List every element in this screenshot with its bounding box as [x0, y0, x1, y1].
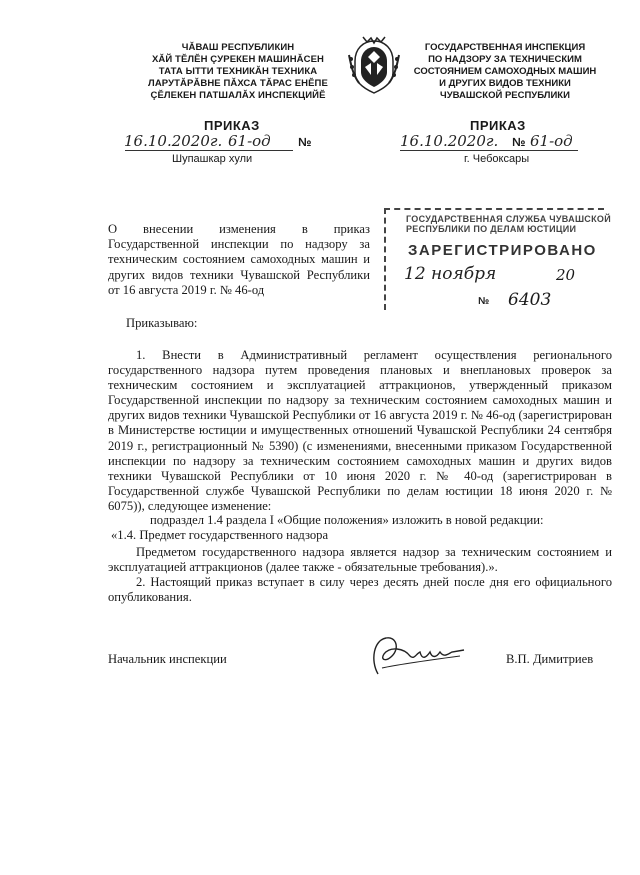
- header-left-line: ÇĔЛЕКЕН ПАТШАЛĂХ ИНСПЕКЦИЙĔ: [150, 90, 326, 101]
- paragraph-1: 1. Внести в Административный регламент осуществления регионального государственного надзора путем проведения плановых и внеплановых проверок за техническим состоянием и эксплуатацией аттракционов, утвержденный приказом Государственной инспекции по надзору за техническим состоянием самоходных машин и других видов техники Чувашской Республики от 16 августа 2019 г. № 46-од (зарегистрирован в Министерстве юстиции и имущественных отношений Чувашской Республики 24 сентября 2019 г., регистрационный № 5390) (с изменениями, внесенными приказом Государственной инспекции по надзору за техническим состоянием самоходных машин и других видов техники Чувашской Республики от 10 июня 2020 г. № 40-од (зарегистрирован в Государственной службе Чувашской Республики по делам юстиции 18 июня 2020 г. № 6075)), следующее изменение:: [108, 348, 612, 513]
- order-date-right: 16.10.2020г.: [400, 132, 499, 150]
- header-right-line: И ДРУГИХ ВИДОВ ТЕХНИКИ: [439, 78, 571, 89]
- prikazyvayu: Приказываю:: [126, 316, 198, 330]
- subsection-line: подраздел 1.4 раздела I «Общие положения» изложить в новой редакции:: [150, 513, 544, 527]
- header-left-line: ТАТА ЫТТИ ТЕХНИКĂН ТЕХНИКА: [158, 66, 318, 77]
- header-left-chuvash: [143, 42, 333, 102]
- stamp-number-sign: №: [478, 296, 490, 307]
- stamp-date: 12 ноября: [404, 264, 497, 284]
- header-right-russian: [405, 42, 605, 102]
- order-title-left: ПРИКАЗ: [204, 118, 260, 133]
- stamp-registered: ЗАРЕГИСТРИРОВАНО: [408, 242, 597, 259]
- order-underline-right: [400, 150, 578, 151]
- city-left: Шупашкар хули: [172, 153, 253, 165]
- number-sign-right: №: [512, 135, 526, 149]
- signatory-name: В.П. Димитриев: [506, 652, 594, 666]
- quote-text: Предметом государственного надзора является надзор за техническим состоянием и эксплуатацией аттракционов (далее также - обязательные требования).».: [108, 545, 612, 575]
- city-right: г. Чебоксары: [464, 153, 530, 165]
- stamp-year: 20: [556, 266, 576, 284]
- header-left-line: ЧĂВАШ РЕСПУБЛИКИН: [181, 42, 295, 53]
- header-left-line: ХĂЙ ТĔЛĔН ÇУРЕКЕН МАШИНĂСЕН: [151, 54, 324, 65]
- stamp-reg-number: 6403: [508, 290, 552, 310]
- order-subject: О внесении изменения в приказ Государственной инспекции по надзору за техническим состоянием самоходных машин и других видов техники Чувашской Республики от 16 августа 2019 г. № 46-од: [108, 222, 370, 297]
- order-number-left: 61-од: [228, 132, 271, 150]
- header-left-line: ЛАРУТĂРĂВНЕ ПĂХСА ТĂРАС ЕНĔПЕ: [148, 78, 328, 89]
- handwritten-signature-icon: [360, 630, 470, 680]
- header-right-line: ПО НАДЗОРУ ЗА ТЕХНИЧЕСКИМ: [428, 54, 582, 65]
- order-number-right: 61-од: [530, 132, 573, 150]
- quote-heading: «1.4. Предмет государственного надзора: [111, 528, 329, 542]
- order-underline-left: [125, 150, 293, 151]
- stamp-line-2: РЕСПУБЛИКИ ПО ДЕЛАМ ЮСТИЦИИ: [406, 224, 577, 234]
- order-date-left: 16.10.2020г.: [124, 132, 223, 150]
- header-right-line: ГОСУДАРСТВЕННАЯ ИНСПЕКЦИЯ: [424, 42, 586, 53]
- registration-stamp: [384, 208, 611, 310]
- order-title-right: ПРИКАЗ: [470, 118, 526, 133]
- chuvash-coat-of-arms-icon: [343, 35, 405, 97]
- number-sign-left: №: [298, 135, 312, 149]
- paragraph-2: 2. Настоящий приказ вступает в силу через десять дней после дня его официального опубликования.: [108, 575, 612, 605]
- signatory-position: Начальник инспекции: [108, 652, 227, 666]
- header-right-line: ЧУВАШСКОЙ РЕСПУБЛИКИ: [440, 90, 570, 101]
- stamp-line-1: ГОСУДАРСТВЕННАЯ СЛУЖБА ЧУВАШСКОЙ: [406, 214, 611, 224]
- header-right-line: СОСТОЯНИЕМ САМОХОДНЫХ МАШИН: [413, 66, 597, 77]
